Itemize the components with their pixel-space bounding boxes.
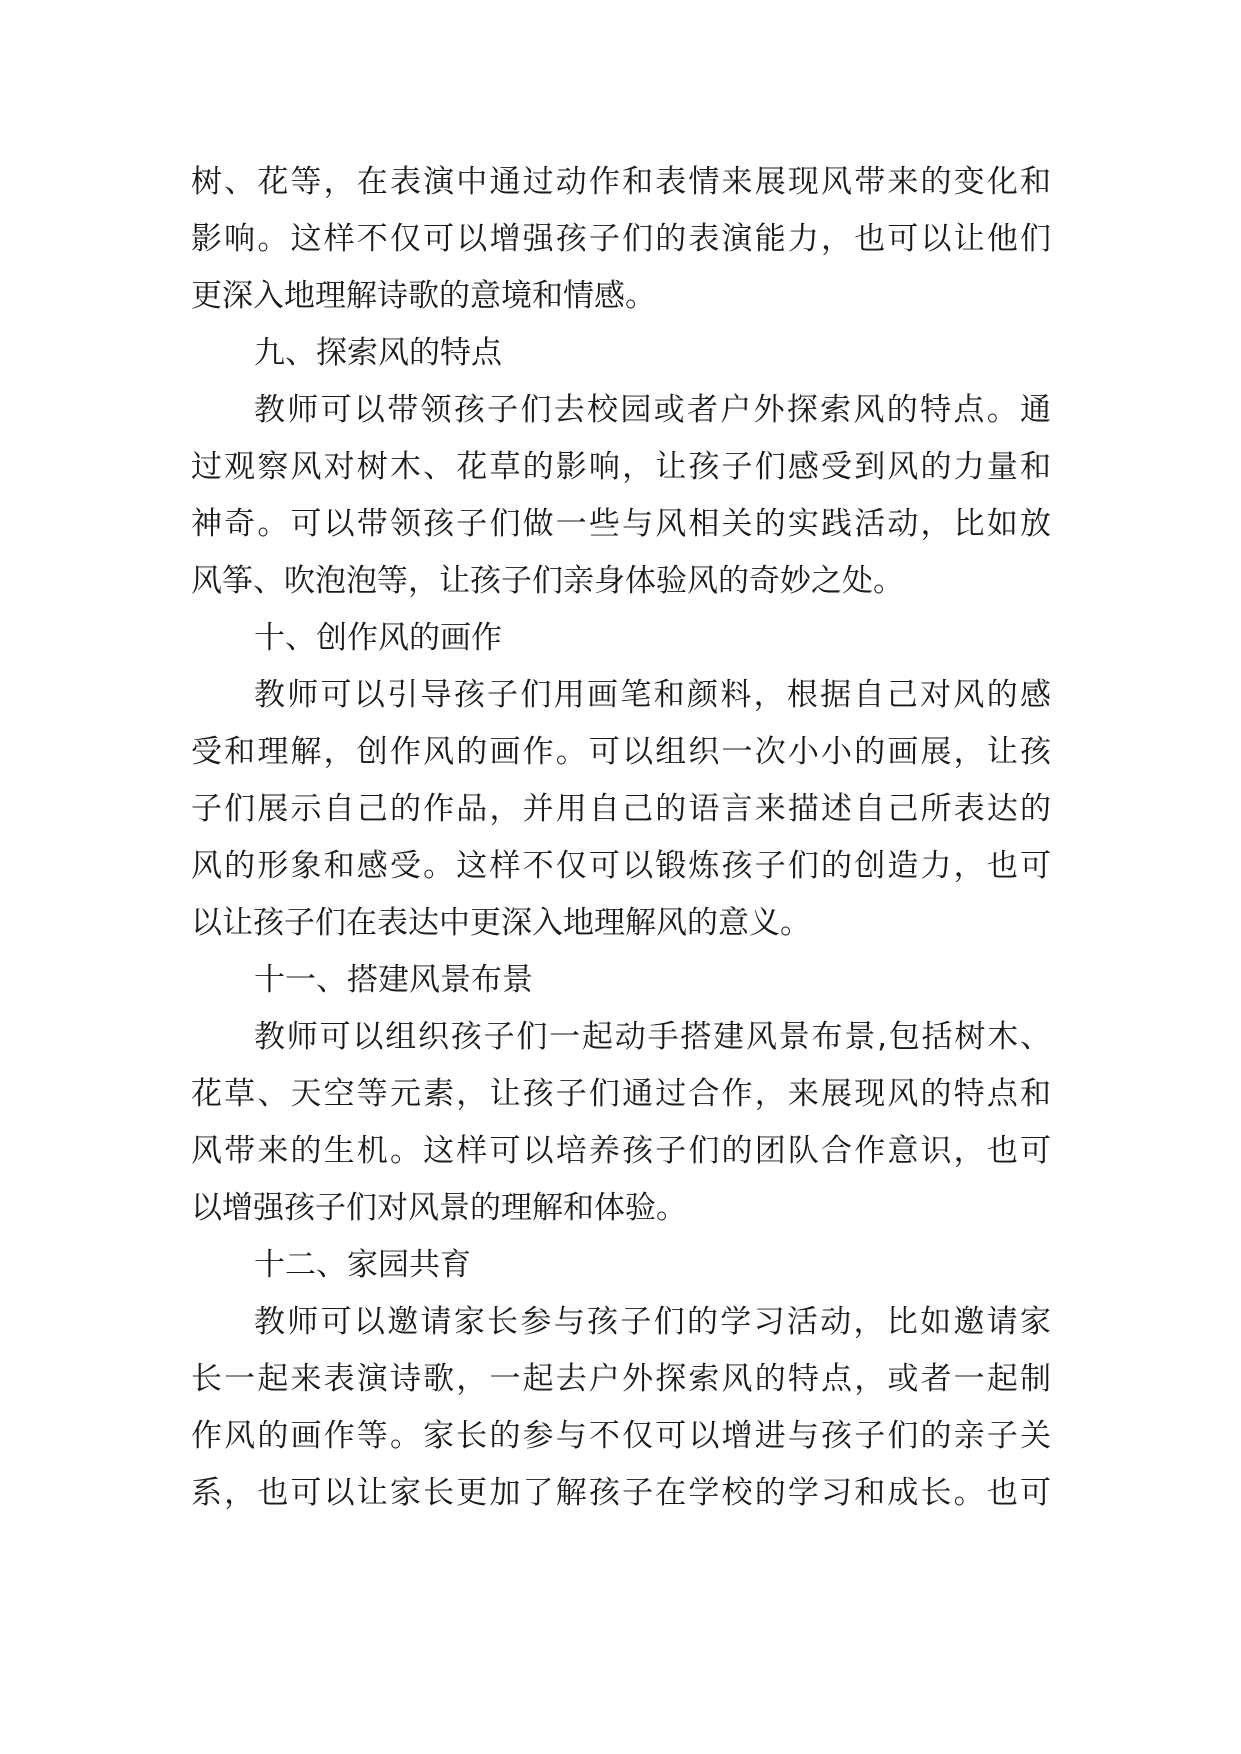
- paragraph-line: 作风的画作等。家长的参与不仅可以增进与孩子们的亲子关: [191, 1418, 1051, 1454]
- section-heading-10: 十、创作风的画作: [254, 620, 502, 656]
- paragraph-line: 受和理解，创作风的画作。可以组织一次小小的画展，让孩: [191, 734, 1051, 770]
- paragraph-line: 更深入地理解诗歌的意境和情感。: [191, 278, 656, 314]
- paragraph-line: 花草、天空等元素，让孩子们通过合作，来展现风的特点和: [191, 1076, 1051, 1112]
- paragraph-line: 教师可以引导孩子们用画笔和颜料，根据自己对风的感: [254, 677, 1051, 713]
- paragraph-line: 子们展示自己的作品，并用自己的语言来描述自己所表达的: [191, 791, 1051, 827]
- paragraph-line: 长一起来表演诗歌，一起去户外探索风的特点，或者一起制: [191, 1361, 1051, 1397]
- paragraph-line: 系，也可以让家长更加了解孩子在学校的学习和成长。也可: [191, 1475, 1051, 1511]
- paragraph-line: 教师可以组织孩子们一起动手搭建风景布景,包括树木、: [254, 1019, 1051, 1055]
- paragraph-line: 风筝、吹泡泡等，让孩子们亲身体验风的奇妙之处。: [191, 563, 904, 599]
- section-heading-9: 九、探索风的特点: [254, 335, 502, 371]
- section-heading-12: 十二、家园共育: [254, 1247, 471, 1283]
- paragraph-line: 过观察风对树木、花草的影响，让孩子们感受到风的力量和: [191, 449, 1051, 485]
- section-heading-11: 十一、搭建风景布景: [254, 962, 533, 998]
- paragraph-line: 影响。这样不仅可以增强孩子们的表演能力，也可以让他们: [191, 221, 1051, 257]
- paragraph-line: 教师可以邀请家长参与孩子们的学习活动，比如邀请家: [254, 1304, 1051, 1340]
- paragraph-line: 以让孩子们在表达中更深入地理解风的意义。: [191, 905, 811, 941]
- paragraph-line: 以增强孩子们对风景的理解和体验。: [191, 1190, 687, 1226]
- paragraph-line: 风的形象和感受。这样不仅可以锻炼孩子们的创造力，也可: [191, 848, 1051, 884]
- paragraph-line: 神奇。可以带领孩子们做一些与风相关的实践活动，比如放: [191, 506, 1051, 542]
- paragraph-line: 风带来的生机。这样可以培养孩子们的团队合作意识，也可: [191, 1133, 1051, 1169]
- paragraph-line: 树、花等，在表演中通过动作和表情来展现风带来的变化和: [191, 164, 1051, 200]
- paragraph-line: 教师可以带领孩子们去校园或者户外探索风的特点。通: [254, 392, 1051, 428]
